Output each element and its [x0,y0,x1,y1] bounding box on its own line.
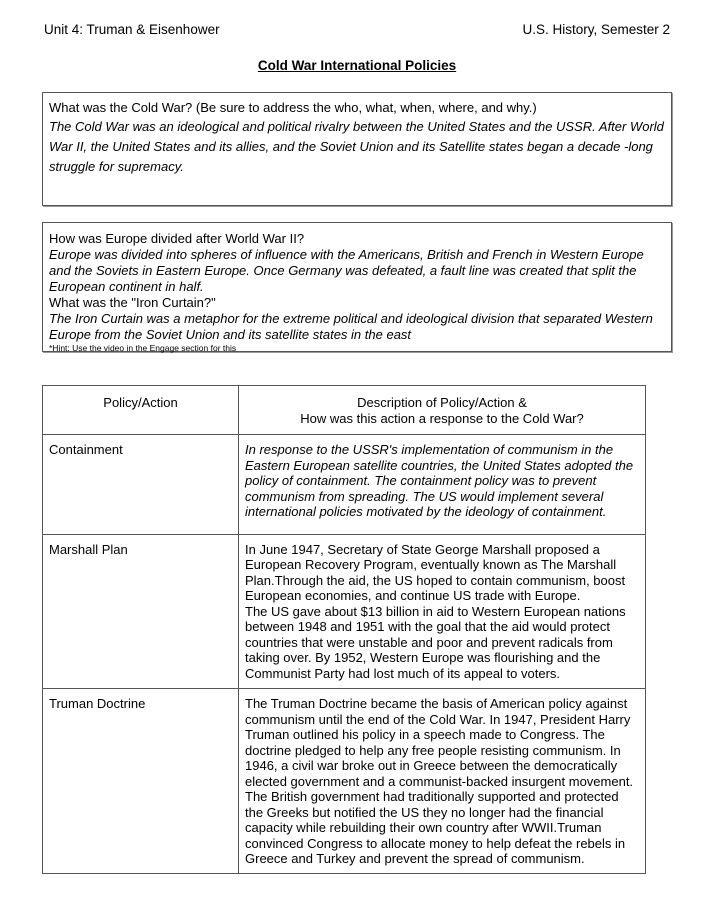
policy-name: Containment [43,435,239,535]
policy-description: In response to the USSR's implementation of communism in the Eastern European satellite countries, the United States adopted the policy of containment. The containment policy was to prevent communism from spreading. The US would implement several international policies motivated by the ideology of containment. [239,435,646,535]
question-iron-curtain: What was the "Iron Curtain?" [49,295,216,310]
question-europe-divided: How was Europe divided after World War II? [49,231,305,246]
table-row [43,689,646,874]
table-row [43,435,646,535]
answer-iron-curtain: The Iron Curtain was a metaphor for the extreme political and ideological division that separated Western Europe from the Soviet Union and its satellite states in the east [49,311,653,342]
cold-war-question-box [42,92,672,206]
answer-cold-war: The Cold War was an ideological and political rivalry between the United States and the USSR. After World War II, the United States and its allies, and the Soviet Union and its Satellite states began a decade -long struggle for supremacy. [49,118,664,174]
policy-name: Marshall Plan [43,534,239,689]
table-row [43,534,646,689]
hint-note: *Hint: Use the video in the Engage section for this [49,343,237,353]
answer-europe-divided: Europe was divided into spheres of influence with the Americans, British and French in Western Europe and the Soviets in Eastern Europe. Once Germany was defeated, a fault line was created that split the European continent in half. [49,247,644,294]
question-cold-war: What was the Cold War? (Be sure to address the who, what, when, where, and why.) [49,100,537,115]
header-description [239,386,646,435]
header-description-line2: How was this action a response to the Cold War? [300,410,584,426]
policies-table [42,385,646,874]
policy-description-p1: In June 1947, Secretary of State George Marshall proposed a European Recovery Program, eventually known as The Marshall Plan.Through the aid, the US hoped to contain communism, boost European economies, and continue US trade with Europe. [245,541,626,603]
header-description-line1: Description of Policy/Action & [357,395,527,410]
header-unit: Unit 4: Truman & Eisenhower [44,22,220,37]
page-title: Cold War International Policies [257,58,457,73]
policy-name: Truman Doctrine [43,689,239,874]
table-header-row [43,386,646,435]
header-course: U.S. History, Semester 2 [522,22,670,37]
header-policy-action: Policy/Action [43,386,239,435]
europe-division-box [42,222,672,352]
policy-description-p2: The US gave about $13 billion in aid to Western European nations between 1948 and 1951 with the goal that the aid would protect countries that were unstable and poor and prevent radicals from taking over. By 1952, Western Europe was flourishing and the Communist Party had lost much of its appeal to voters. [245,603,626,681]
policy-description: The Truman Doctrine became the basis of American policy against communism until the end of the Cold War. In 1947, President Harry Truman outlined his policy in a speech made to Congress. The doctrine pledged to help any free people resisting communism. In 1946, a civil war broke out in Greece between the democratically elected government and a communist-backed insurgent movement. The British government had traditionally supported and protected the Greeks but notified the US they no longer had the financial capacity while rebuilding their own country after WWII.Truman convinced Congress to allocate money to help defeat the rebels in Greece and Turkey and prevent the spread of communism. [239,689,646,874]
policy-description [239,534,646,689]
